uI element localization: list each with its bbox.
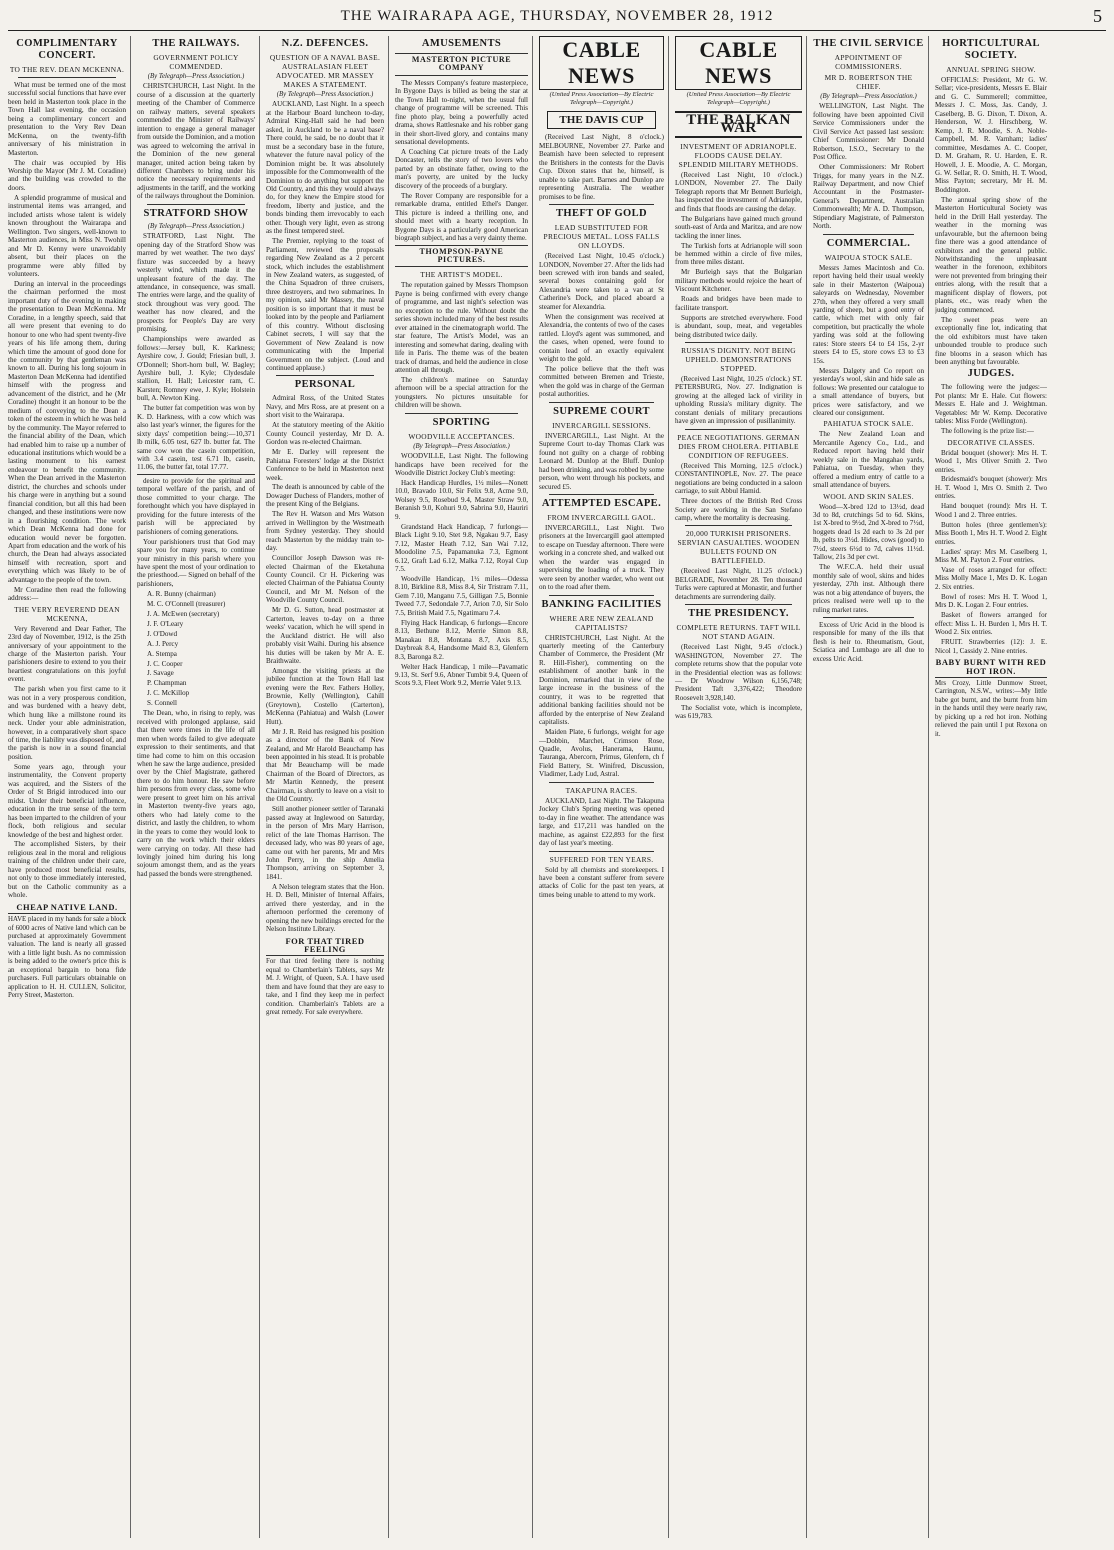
article-subheading: COMPLETE RETURNS. TAFT WILL NOT STAND AGAIN. <box>676 623 801 642</box>
paragraph: WELLINGTON, Last Night. The following have been appointed Civil Service Commissioners under the Civil Service Act passed last session: Chief Commissioner: Mr Donald Robertson, I.S.O., Secretary to the Post Office. <box>813 102 924 162</box>
paragraph: (Received Last Night, 10 o'clock.) LONDON, November 27. The Daily Telegraph reports that Mr Bennett Burleigh, has inspected the investment of Adrianople, and finds that floods are causing the delay. <box>675 170 802 213</box>
divider <box>549 782 654 783</box>
divider <box>685 604 792 605</box>
page-number: 5 <box>1093 6 1102 26</box>
advert-body: For that tired feeling there is nothing equal to Chamberlain's Tablets, says Mr M. J. Wright, of Queen, S.A. I have used them and have found that they are easy to take, and I find they keep me in perfect condition. Chamberlain's Tablets are a great remedy. For sale everywhere. <box>266 955 384 1017</box>
section-bar: THOMPSON-PAYNE PICTURES. <box>395 245 528 268</box>
article-subheading: 20,000 TURKISH PRISONERS. SERVIAN CASUALTIES. WOODEN BULLETS FOUND ON BATTLEFIELD. <box>677 529 800 566</box>
column-6 <box>675 36 807 1538</box>
paragraph: The police believe that the theft was committed between Bremen and Trieste, when the gold was in charge of the German postal authorities. <box>539 364 664 399</box>
article-heading: HORTICULTURAL SOCIETY. <box>942 38 1040 61</box>
paragraph: INVERCARGILL, Last Night. At the Supreme Court to-day Thomas Clark was found not guilty on a charge of robbing Leonard M. Dunlop at the Bluff. Dunlop had been drinking, and was robbed by some person, who went through his pockets, and secured £5. <box>539 431 664 491</box>
credit-line: (United Press Association—By Electric Telegraph—Copyright.) <box>686 91 791 106</box>
article-heading: THE CIVIL SERVICE <box>813 38 924 49</box>
paragraph: What must be termed one of the most successful social functions that have ever been held in Masterton took place in the Town Hall last evening, the occasion being a complimentary concert and presentation to the Very Rev Dean McKenna, on the twenty-fifth anniversary of his ministration in Masterton. <box>8 81 126 157</box>
article-subheading: DECORATIVE CLASSES. <box>947 437 1035 447</box>
paragraph: The children's matinee on Saturday afternoon will be a special attraction for the youngsters. No pictures unsuitable for children will be shown. <box>395 375 528 410</box>
boxed-heading: THE DAVIS CUP <box>547 111 656 129</box>
article-subheading: THE ARTIST'S MODEL. <box>420 270 503 280</box>
dateline: (By Telegraph—Press Association.) <box>147 73 245 80</box>
paragraph: Hack Handicap Hurdles, 1½ miles—Nonett 10.0, Bravado 10.0, Sir Felix 9.8, Acme 9.0, Wolsey 9.5, Rosebud 9.4, Master Straw 9.0, Beranish 9.0, Kohuri 9.0, Sabrina 9.0, Hauriri 9. <box>395 479 528 521</box>
paragraph: The butter fat competition was won by K. D. Harkness, with a cow which was also last year's winner, the figures for the sixty days' competition being:—10,371 lb milk, 6.05 test, 627 lb. butter fat. The same cow won the casein competition, with 3.4 casein, test 6.71 lb, casein, 11.06, the butter fat, total 17.77. <box>137 404 255 472</box>
article-subheading: INVERCARGILL SESSIONS. <box>552 420 651 430</box>
paragraph: Mr J. R. Reid has resigned his position as a director of the Bank of New Zealand, and Mr Harold Beauchamp has been appointed in his stead. It is probable that Mr Beauchamp will be made Chairman of the Board of Directors, as Mr Martin Kennedy, the present Chairman, is shortly to leave on a visit to the Old Country. <box>266 727 384 804</box>
paragraph: Maiden Plate, 6 furlongs, weight for age—Dobbin, Marchet, Crimson Rose, Quadle, Avolus, Hanerama, Haunu, Tauranga, Abercorn, Primus, Glenfern, ch f Field Battery, St. Winifred, Discussion, Vladimer, Lady Lud, Astral. <box>539 728 664 779</box>
advert-title: SUFFERED FOR TEN YEARS. <box>549 854 654 864</box>
paragraph: Supports are stretched everywhere. Food is abundant, soup, meat, and vegetables being distributed twice daily. <box>675 313 802 339</box>
signatory: M. C. O'Connell (treasurer) <box>147 599 226 608</box>
divider <box>147 204 245 205</box>
dateline: (By Telegraph—Press Association.) <box>276 91 374 98</box>
paragraph: The Rover Company are responsible for a remarkable drama, entitled Ethel's Danger. This picture is indeed a thrilling one, and should meet with a hearty reception. In Bygone Days is a particularly good American biograph subject, and has a very dainty theme. <box>395 191 528 243</box>
paragraph: Bridesmaid's bouquet (shower): Mrs H. T. Wood 1, Mrs O. Smith 2. Two entries. <box>935 475 1047 501</box>
paragraph: (Received Last Night, 10.45 o'clock.) LONDON, November 27. After the lids had been screwed with iron bands and sealed, several boxes containing gold for Alexandria were taken to a van at St Catherine's Dock, and placed aboard a steamer for Alexandria. <box>539 252 664 311</box>
paragraph: (Received This Morning, 12.5 o'clock.) CONSTANTINOPLE, Nov. 27. The peace negotiations are being conducted in a saloon carriage, to suit Abbul Hamid. <box>675 461 802 496</box>
divider <box>685 525 792 526</box>
paragraph: (Received Last Night, 9.45 o'clock.) WASHINGTON, November 27. The complete returns show that the popular vote in the Presidential election was as follows:— Dr Woodrow Wilson 6,156,748; President Taft 3,376,422; Theodore Roosevelt 3,928,140. <box>675 643 802 702</box>
paragraph: Sold by all chemists and storekeepers. I have been a constant sufferer from severe attacks of Colic for the past ten years, at times being unable to attend to my work. <box>539 865 664 899</box>
paragraph: A splendid programme of musical and instrumental items was arranged, and included artists whose talent is widely known throughout the Wairarapa and Wellington. Two singers, well-known to Masterton audiences, in Miss N. Twohill and Mr D. Kenny were unavoidably absent, but their places on the programme were ably filled by volunteers. <box>8 193 126 278</box>
paragraph: The annual spring show of the Masterton Horticultural Society was held in the Drill Hall yesterday. The weather in the morning was unfavourable, but the afternoon being fine there was a good attendance of exhibitors and the general public. Notwithstanding the unpleasant weather in the forenoon, exhibitors were not prevented from bringing their entries along, with the result that a magnificent display of flowers, pot plants, etc., was ready when the judging commenced. <box>935 195 1047 314</box>
article-heading: SUPREME COURT <box>553 405 650 417</box>
article-subheading: WOOL AND SKIN SALES. <box>823 491 914 501</box>
paragraph: The accomplished Sisters, by their religious zeal in the moral and religious training of the children under their care, have produced most beneficial results, not only to those immediately interested, but on the Catholic community as a whole. <box>8 840 126 900</box>
paragraph: When the consignment was received at Alexandria, the contents of two of the cases rattled. Lloyd's agent was summoned, and the cases, when opened, were found to contain lead of an exactly equivalent weight to the gold. <box>539 312 664 364</box>
paragraph: The Premier, replying to the toast of Parliament, reviewed the proposals regarding New Zealand as a 2 percent stock, which includes the establishment in New Zealand waters, as suggested, of the China Squadron of three cruisers, three destroyers, and two submarines. In my opinion, said Mr Massey, the naval position is so important that it must be looked into by the people and Parliament of this country. Without disclosing Cabinet secrets, I will say that the Government of New Zealand is now communicating with the Imperial Government on the subject. (Loud and continued applause.) <box>266 237 384 372</box>
paragraph: The Rev H. Watson and Mrs Watson arrived in Wellington by the Westmeath from Sydney yesterday. They should reach Masterton by the midday train to-day. <box>266 510 384 553</box>
credit-line: (United Press Association—By Electric Telegraph—Copyright.) <box>549 91 654 106</box>
paragraph: Hand bouquet (round): Mrs H. T. Wood 1 and 2. Three entries. <box>935 502 1047 519</box>
paragraph: The reputation gained by Messrs Thompson Payne is being confirmed with every change of programme, and last night's selection was no exception to the rule. Without doubt the series shown included many of the best results ever attained in the cinematograph world. The star feature, The Artist's Model, was an interesting and somewhat daring, dealing with life in Paris. The theme was of the beaten track of dramas, and held the audience in close attention all through. <box>395 281 528 374</box>
paragraph: A Coaching Cat picture treats of the Lady Doncaster, tells the story of two lovers who parted by an obstinate father, owing to the man's poverty, are united by the lucky discovery of the proceeds of a burglary. <box>395 148 528 190</box>
advert-title: FOR THAT TIRED FEELING <box>285 935 365 954</box>
paragraph: OFFICIALS: President, Mr G. W. Sellar; vice-presidents, Messrs E. Blair and G. C. Summerell; committee, Messrs J. C. Moss, Jas. Candy, J. Caselberg, B. G. Dixon, T. Dixon, A. Henderson, W. J. Hirschberg, W. Kemp, J. R. Moodie, S. A. Noble-Campbell, M. R. Varnham; ladies' committee, Mesdames A. C. Cooper, D. M. Graham, R. U. Harden, E. R. Howell, J. E. Moodie, A. C. Morgan, G. W. Sellar, R. O. Smith, H. T. Wood, Miss Payton; secretary, Mr H. M. Boddington. <box>935 76 1047 194</box>
article-subheading: TO THE REV. DEAN MCKENNA. <box>9 65 125 74</box>
article-heading: N.Z. DEFENCES. <box>281 38 369 49</box>
dateline: (By Telegraph—Press Association.) <box>820 93 917 100</box>
signatory: S. Connell <box>147 699 177 708</box>
newspaper-title: THE WAIRARAPA AGE, THURSDAY, NOVEMBER 28, 1912 <box>340 8 774 24</box>
signatory: J. C. Cooper <box>147 659 183 668</box>
article-heading: BANKING FACILITIES <box>541 598 662 610</box>
signatory: A. J. Percy <box>147 639 179 648</box>
paragraph: Excess of Uric Acid in the blood is responsible for many of the ills that flesh is heir to. Rheumatism, Gout, Sciatica and Lumbago are all due to excess Uric Acid. <box>813 620 924 663</box>
column-5 <box>539 36 669 1538</box>
paragraph: The chair was occupied by His Worship the Mayor (Mr J. M. Coradine) and the building was crowded to the doors. <box>8 158 126 192</box>
paragraph: Mr Coradine then read the following address:— <box>8 585 126 603</box>
divider <box>276 375 374 376</box>
article-heading: THEFT OF GOLD <box>556 208 647 220</box>
column-2 <box>137 36 260 1538</box>
column-1 <box>8 36 131 1538</box>
article-heading: PERSONAL <box>294 379 356 391</box>
divider <box>18 77 116 78</box>
paragraph: Mr D. G. Sutton, head postmaster at Carterton, leaves to-day on a three weeks' vacation, which he will spend in the Auckland district. He will also probably visit Waihi. During his absence his duties will be taken by Mr A. E. Braithwaite. <box>266 606 384 666</box>
paragraph: Grandstand Hack Handicap, 7 furlongs—Black Light 9.10, Stet 9.8, Ngakau 9.7, Easy 7.12, Master Heath 7.12, San Wai 7.12, Moodoline 7.5, Papamanuka 7.3, Egmont 6.12, Graft Lad 6.12, Malka 7.12, Royal Cup 7.5. <box>395 522 528 574</box>
paragraph: The following is the prize list:— <box>941 427 1034 436</box>
paragraph: The Messrs Company's feature masterpiece, In Bygone Days is billed as being the star at the Town Hall to-night, when the usual full change of programme will be screened. This fine photo play, being a powerfully acted drama, shows Rattlesnake and his robber gang in their short-lived glory, and contains many sensational developments. <box>395 78 528 147</box>
article-heading: AMUSEMENTS <box>421 38 502 49</box>
paragraph: The following were the judges:— Pot plants: Mr E. Hale. Cut flowers: Messrs E. Hale and J. Weightman. Vegetables: Mr W. Kemp. Decorative tables: Miss Forde (Wellington). <box>935 383 1047 426</box>
divider <box>685 429 792 430</box>
columns <box>8 36 1108 1538</box>
paragraph: Still another pioneer settler of Taranaki passed away at Inglewood on Saturday, in the person of Mrs Mary Harrison, relict of the late Thomas Harrison. The deceased lady, who was 80 years of age, came out with her parents, Mr and Mrs John Perry, in the ship Amelia Thompson, arriving on September 3, 1841. <box>266 805 384 881</box>
paragraph: Mr Burleigh says that the Bulgarian military methods would rejoice the heart of Viscount Kitchener. <box>675 268 802 294</box>
paragraph: Vase of roses arranged for effect: Miss Molly Mace 1, Mrs D. K. Logan 2. Six entries. <box>935 566 1047 591</box>
paragraph: INVERCARGILL, Last Night. Two prisoners at the Invercargill gaol attempted to escape on Tuesday afternoon. There were working in a concrete shed, and walked out when the warder was engaged in supervising the loading of a truck. They were seen by another warder, who went out on to the road after them. <box>539 523 664 592</box>
article-subheading: PAHIATUA STOCK SALE. <box>823 419 914 429</box>
paragraph: A Nelson telegram states that the Hon. H. D. Bell, Minister of Internal Affairs, arrived there yesterday, and in the afternoon performed the ceremony of opening the new buildings erected for the Nelson Institute Library. <box>266 882 384 934</box>
paragraph: Your parishioners trust that God may spare you for many years, to continue your ministry in this parish where you have spent the most of your ordination to the priesthood.— Signed on behalf of the parishioners, <box>137 537 255 588</box>
article-subheading: PEACE NEGOTIATIONS. GERMAN DIES FROM CHOLERA. PITIABLE CONDITION OF REFUGEES. <box>677 432 800 460</box>
paragraph: AUCKLAND, Last Night. In a speech at the Harbour Board luncheon to-day, Admiral King-Hall said he had been asked, in Auckland to be a naval base? There could, he said, be no doubt that it must be a secondary base in the future, whatever the future naval policy of the Dominion might be. It was absolutely impossible for the Commonwealth of the Dominion to do anything but support the Old Country, and this they would always do, for they knew the Empire stood for freedom, liberty and justice, and the bonds binding them irrevocably to each other. Though very light, even as strong as the finest tempered steel. <box>266 100 384 236</box>
column-3 <box>266 36 389 1538</box>
paragraph: Mr E. Darley will represent the Pahiatua Foresters' lodge at the District Conference to be held in Masterton next week. <box>266 448 384 482</box>
advert-title: BABY BURNT WITH RED HOT IRON. <box>935 657 1047 676</box>
paragraph: The death is announced by cable of the Dowager Duchess of Flanders, mother of the present King of the Belgians. <box>266 483 384 509</box>
masthead <box>8 8 1106 31</box>
paragraph: (Received Last Night, 8 o'clock.) MELBOURNE, November 27. Parke and Beamish have been selected to represent the Britishers in the contests for the Davis Cup. Dixon states that he, himself, is unable to take part. Barnes and Dunlop are representing Australia. The weather promises to be fine. <box>539 133 664 201</box>
advert-body: HAVE placed in my hands for sale a block of 6000 acres of Native land which can be purchased at approximately Government valuation. The land is nearly all grassed with a little light bush. As no commission is being added to the owner's price this is an exceptional bargain to bona fide purchasers. Full particulars obtainable on application to H. H. CULLEN, Solicitor, Perry Street, Masterton. <box>8 913 126 1001</box>
paragraph: Ladies' spray: Mrs M. Caselberg 1, Miss M. M. Payton 2. Four entries. <box>935 547 1047 565</box>
column-8 <box>935 36 1051 1538</box>
paragraph: Very Reverend and Dear Father, The 23rd day of November, 1912, is the 25th anniversary of your appointment to the charge of the Masterton parish. Your parishioners desire to extend to you their heartiest congratulations on this joyful event. <box>8 624 126 684</box>
paragraph: The Turkish forts at Adrianople will soon be hemmed within a circle of five miles, from three miles distant. <box>675 241 802 267</box>
address-heading: THE VERY REVEREND DEAN MCKENNA, <box>14 604 120 623</box>
paragraph: (Received Last Night, 10.25 o'clock.) ST. PETERSBURG, Nov. 27. Indignation is growing at the alleged lack of virility in upholding Russia's military dignity. The constant denials of military precautions have given an impression of pusillanimity. <box>675 375 802 426</box>
signatory: P. Champman <box>147 679 187 688</box>
paragraph: The New Zealand Loan and Mercantile Agency Co., Ltd., and Reduced report having held their weekly sale in the Mangahao yards, Pahiatua, on Tuesday, when they offered a medium entry of cattle to a small attendance of buyers. <box>813 430 924 490</box>
paragraph: Three doctors of the British Red Cross Society are working in the San Stefano camp, where the mortality is decreasing. <box>675 497 802 522</box>
divider <box>549 402 654 403</box>
divider <box>823 234 914 235</box>
article-heading: COMPLIMENTARY CONCERT. <box>16 38 118 61</box>
divider <box>549 595 654 596</box>
paragraph: Bridal bouquet (shower): Mrs H. T. Wood 1, Mrs Oliver Smith 2. Two entries. <box>935 448 1047 474</box>
paragraph: AUCKLAND, Last Night. The Takapuna Jockey Club's Spring meeting was opened to-day in fine weather. The attendance was large, and £17,211 was handled on the machine, as against £22,893 for the first day of last year's meeting. <box>539 796 664 848</box>
divider <box>137 474 255 475</box>
divider <box>549 494 654 495</box>
advert-body: Mrs Crozy, Little Dunmow Street, Carrington, N.S.W., writes:—My little babe got burnt, and the burnt from him in the hands until they were nearly raw, by picking up a red hot iron. Nothing relieved the pain until I put Rexona on it. <box>935 677 1047 739</box>
article-heading: COMMERCIAL. <box>826 237 911 249</box>
article-heading: STRATFORD SHOW <box>143 207 249 219</box>
paragraph: Councillor Joseph Dawson was re-elected Chairman of the Eketahuna County Council. Cr H. Pickering was elected Chairman of the Pahiatua County Council, and Mr M. Nelson of the Woodville County Council. <box>266 554 384 605</box>
signatory: J. F. O'Leary <box>147 619 184 628</box>
article-subheading: WOODVILLE ACCEPTANCES. <box>408 431 515 441</box>
divider <box>823 617 914 618</box>
paragraph: Bowl of roses: Mrs H. T. Wood 1, Mrs D. K. Logan 2. Four entries. <box>935 592 1047 610</box>
paragraph: CHRISTCHURCH, Last Night. In the course of a discussion at the quarterly meeting of the Chamber of Commerce on railway matters, several speakers commended the Minister of Railways' intention to engage a general manager from outside the Dominion, and a motion was agreed to welcoming the arrival in the Dominion of the new general manager, united action being taken by different Chambers to bring under his notice the necessary requirements and adjustments in the tariff, and the working of the railways throughout the Dominion. <box>137 82 255 201</box>
article-subheading: RUSSIA'S DIGNITY. NOT BEING UPHELD. DEMONSTRATIONS STOPPED. <box>681 346 796 374</box>
paragraph: Button holes (three gentlemen's): Miss Booth 1, Mrs H. T. Wood 2. Eight entries. <box>935 520 1047 546</box>
dateline: (By Telegraph—Press Association.) <box>413 442 510 450</box>
paragraph: Basket of flowers arranged for effect: Miss L. H. Burden 1, Mrs H. T. Wood 2. Six entries. <box>935 611 1047 637</box>
column-7 <box>813 36 929 1538</box>
article-heading: THE PRESIDENCY. <box>688 608 789 620</box>
paragraph: desire to provide for the spiritual and temporal welfare of the parish, and of those committed to your charge. The forethought which you have displayed in providing for the future interests of the parish will be appreciated by parishioners of coming generations. <box>137 476 255 536</box>
divider <box>405 413 518 414</box>
paragraph: Woodville Handicap, 1½ miles—Odessa 8.10, Birkline 8.8, Miss 8.4, Sir Tristram 7.11, Gem 7.10, Manganu 7.5, Gilligan 7.5, Bonnie Tweed 7.7, Sedondale 7.7, Arion 7.0, Sir Solo 7.5, British Maid 7.5, Ngatimaru 7.4. <box>395 575 528 617</box>
paragraph: The W.F.C.A. held their usual monthly sale of wool, skins and hides yesterday, 27th inst. Although there was not a big attendance of buyers, the prices realised were well up to the ruling market rates. <box>813 563 924 614</box>
paragraph: The parish when you first came to it was not in a very prosperous condition, and was burdened with a heavy debt, which hung like a millstone round its neck. Under your able administration, however, in a comparatively short space of time, the liability was disposed of, and the parish is now in a sound financial position. <box>8 685 126 761</box>
paragraph: Admiral Ross, of the United States Navy, and Mrs Ross, are at present on a short visit to the Wairarapa. <box>266 394 384 420</box>
article-subheading: QUESTION OF A NAVAL BASE. AUSTRALASIAN FLEET ADVOCATED. MR MASSEY MAKES A STATEMENT. <box>269 53 381 89</box>
article-subheading: MR D. ROBERTSON THE CHIEF. <box>824 73 913 91</box>
section-bar: MASTERTON PICTURE COMPANY <box>395 53 528 76</box>
cable-news-banner: CABLE NEWS <box>675 36 802 90</box>
paragraph: The Bulgarians have gained much ground south-east of Arda and Maritza, and are now tackling the inner lines. <box>675 214 802 240</box>
paragraph: Some years ago, through your instrumentality, the Convent property was acquired, and the Sisters of the Order of St Brigid introduced into our midst. Under their beneficial influence, education in the true sense of the term has been imparted to the children of your flock, both religious and secular knowledge of the best and highest order. <box>8 762 126 839</box>
paragraph: Messrs Dalgety and Co report on yesterday's wool, skin and hide sale as follows: We presented our catalogue to a small attendance of buyers, but prices were satisfactory, and we cleared our consignment. <box>813 366 924 417</box>
article-subheading: APPOINTMENT OF COMMISSIONERS. <box>834 53 903 71</box>
signatory: A. R. Bunny (chairman) <box>147 589 216 598</box>
signatory: J. O'Dowd <box>147 629 178 638</box>
article-heading: ATTEMPTED ESCAPE. <box>541 497 662 509</box>
article-subheading: WHERE ARE NEW ZEALAND CAPITALISTS? <box>549 613 654 632</box>
paragraph: The Socialist vote, which is incomplete, was 619,783. <box>675 703 802 721</box>
paragraph: During an interval in the proceedings the chairman performed the most important duty of the evening in making the presentation to Dean McKenna. Mr Coradine, in a lengthy speech, said that all were present that evening to do honour to one who had spent twenty-five years of his life among them, during which time the amount of good done for the community by that gentleman was known to all. During his long sojourn in Masterton Dean McKenna had identified himself with the progress and advancement of the district, and he (Mr Coradine) thought it an honour to be the medium of conveying to the Dean a token of the esteem in which he was held by the community. The Mayor referred to the financial ability of the Dean, which had enabled him to raise up a number of educational institutions which would be a lasting monument to his earnest endeavour to benefit the community. When the Dean arrived in the Masterton district, the churches and schools under his charge were in anything but a sound financial condition, but all this had been changed, and these institutions were now in a flourishing condition. The work which Dean McKenna had done for education would never be forgotten. Apart from education and the work of his church, the Dean had always associated himself with recreation, sport and everything which was likely to be of advantage to the people of the town. <box>8 279 127 584</box>
paragraph: Welter Hack Handicap, 1 mile—Pavamatic 9.13, St. Serf 9.6, Abner Tumbit 9.4, Queen of Scots 9.3, Fleet Work 9.2, Merrie Valet 9.13. <box>395 662 528 688</box>
article-subheading: TAKAPUNA RACES. <box>565 785 638 795</box>
signatory: J. C. McKillop <box>147 689 190 698</box>
article-heading: THE RAILWAYS. <box>152 38 240 49</box>
divider <box>549 204 654 205</box>
paragraph: Messrs James Macintosh and Co. report having held their usual weekly sale in their Masterton (Waipoua) saleyards on Wednesday, November 27th, when they offered a very small yarding of sheep, but a good entry of cattle, which met with only fair competition, but practically the whole yarding was sold at the following rates: Store steers £4 to £4 15s, 2-yr steers £4 to £5, store cows £3 to £3 15s. <box>813 263 924 365</box>
signatory: J. Savage <box>147 669 174 678</box>
article-subheading: ANNUAL SPRING SHOW. <box>946 65 1036 74</box>
paragraph: At the statutory meeting of the Akitio County Council yesterday, Mr D. A. Gordon was re-elected Chairman. <box>266 421 384 447</box>
paragraph: Roads and bridges have been made to facilitate transport. <box>675 295 802 312</box>
article-heading: JUDGES. <box>967 368 1015 380</box>
article-subheading: WAIPOUA STOCK SALE. <box>824 252 913 262</box>
article-subheading: LEAD SUBSTITUTED FOR PRECIOUS METAL. LOSS FALLS ON LLOYDS. <box>543 223 660 251</box>
balkan-war-heading: THE BALKAN WAR <box>675 111 802 138</box>
paragraph: The Dean, who, in rising to reply, was received with prolonged applause, said that there were times in the life of all men when words failed to give adequate expression to their sentiments, and that time had come to him on this occasion when he saw the large audience, presided over by the Chief Magistrate, gathered there to do him honour. He saw before him persons from every class, some who were present to greet him on his arrival in Masterton twenty-five years ago, others who had lately come to the district, and lastly the children, to whom in the years to come they would look to carry on the work which their elders were carrying on today. All these had lovingly joined him during his long sojourn amongst them, and as the years had passed the bonds were strengthened. <box>137 709 255 878</box>
column-4 <box>395 36 533 1538</box>
paragraph: The sweet peas were an exceptionally fine lot, indicating that the old exhibitors must have taken unbounded trouble to produce such fine blooms in a season which has been anything but favourable. <box>935 315 1047 366</box>
divider <box>549 851 654 852</box>
paragraph: (Received Last Night, 11.25 o'clock.) BELGRADE, November 28. Ten thousand Turks were captured at Monastir, and further detachments are surrendering daily. <box>675 567 802 601</box>
advert-title: CHEAP NATIVE LAND. <box>16 901 118 912</box>
signatory: J. A. McEwen (secretary) <box>147 609 220 618</box>
paragraph: Championships were awarded as follows:—Jersey bull, K. Karkness; Ayrshire cow, J. Gould; Friesian bull, J. O'Donnell; Short-horn bull, W. Bagley; Ayrshire bull, J. Kyle; Clydesdale stallion, H. Hall; Leicester ram, C. Karsten; Romney ewe, J. Kyle; Holstein bull, A. Newton King. <box>137 335 255 403</box>
paragraph: Flying Hack Handicap, 6 furlongs—Encore 8.13, Bethune 8.12, Merrie Simon 8.8, Manakau 8.8, Montana 8.7, Axis 8.5, Daybreak 8.4, Handsome Maid 8.3, Glenfern 8.3, Baronga 8.2. <box>395 618 528 661</box>
dateline: (By Telegraph—Press Association.) <box>147 222 245 230</box>
article-subheading: FROM INVERCARGILL GAOL. <box>547 512 656 522</box>
paragraph: CHRISTCHURCH, Last Night. At the quarterly meeting of the Canterbury Chamber of Commerce, the President (Mr R. Hill-Fisher), commenting on the establishment of another bank in the Dominion, remarked that in view of the large increase in the business of the country, it was to be regretted that additional banking facilities should not be afforded by the enterprise of New Zealand capitalists. <box>539 633 664 727</box>
article-subheading: GOVERNMENT POLICY COMMENDED. <box>153 53 239 71</box>
signatory: A. Stempa <box>147 649 177 658</box>
paragraph: WOODVILLE, Last Night. The following handicaps have been received for the Woodville District Jockey Club's meeting: <box>395 452 528 478</box>
paragraph: STRATFORD, Last Night. The opening day of the Stratford Show was marred by wet weather. The two days' fixture was succeeded by a heavy westerly wind, which made it the unpleasant feature of the day. The attendance, in consequence, was small. The entries were large, and the quality of stock throughout was very good. The weather has now cleared, and the prospects for People's Day are very promising. <box>137 232 255 334</box>
paragraph: Other Commissioners: Mr Robert Triggs, for many years in the N.Z. Railway Department, and now Chief Accountant in the Postmaster-General's Department, Australian Commonwealth; Mr A. D. Thompson, Stipendiary Magistrate, of Palmerston North. <box>813 163 924 231</box>
paragraph: Wood—X-bred 12d to 13½d, dead 3d to 8d, crutchings 5d to 6d. Skins, 1st X-bred to 9½d, 2nd X-bred to 7½d, hoggets dead 1s 2d each to 3s 2d per lb, pelts to 3½d. Hides, cows (good) to 7½d, steers 6½d to 7d, calves 11½d. Tallow, 21s 3d per cwt. <box>813 502 924 562</box>
paragraph: FRUIT. Strawberries (12): J. E. Nicol 1, Cassidy 2. Nine entries. <box>935 638 1047 655</box>
paragraph: Amongst the visiting priests at the jubilee function at the Town Hall last evening were the Rev. Fathers Holley, Brownie, Kelly (Wellington), Cahill (Greytown), Costello (Carterton), McKenna (Pahiatua) and Walsh (Lower Hutt). <box>266 667 384 726</box>
cable-news-banner: CABLE NEWS <box>539 36 664 90</box>
article-heading: SPORTING <box>432 416 491 428</box>
divider <box>685 342 792 343</box>
article-subheading: INVESTMENT OF ADRIANOPLE. FLOODS CAUSE DELAY. SPLENDID MILITARY METHODS. <box>678 141 799 169</box>
